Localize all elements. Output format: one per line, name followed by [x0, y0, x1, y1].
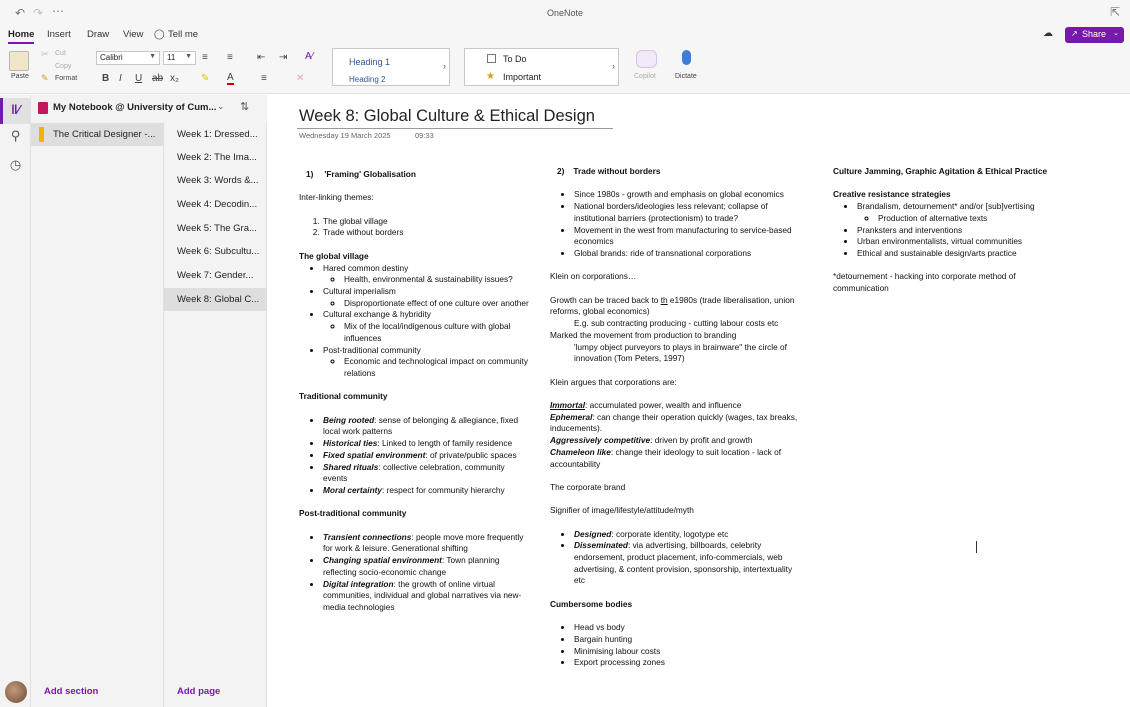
more-options-icon[interactable]: ⋯ [52, 4, 64, 18]
list-item: ◦ Disproportionate effect of one culture over another [343, 298, 531, 310]
page-item[interactable]: Week 1: Dressed... [177, 129, 258, 140]
list-item: Hared common destiny [323, 262, 409, 273]
paragraph: Signifier of image/lifestyle/attitude/myth [550, 505, 694, 516]
list-item: • National borders/ideologies less relevant; collapse of institutional barriers (protectionism) to trade? [573, 201, 800, 224]
term: Changing spatial environment [323, 555, 442, 566]
definition: : sense of belonging & allegiance, fixed local work patterns [323, 414, 519, 437]
subheading: The global village [299, 250, 369, 261]
list-item: • Ethical and sustainable design/arts practice [856, 248, 1073, 260]
definition: : collective celebration, community events [323, 461, 505, 484]
paragraph [550, 295, 800, 318]
chevron-down-icon: ⌄ [1113, 30, 1119, 37]
definition: : driven by profit and growth [650, 435, 753, 446]
checkbox-icon [487, 54, 496, 63]
list-item: Post-traditional community [323, 344, 421, 355]
tags-gallery[interactable] [464, 48, 619, 86]
font-size-value: 11 [167, 53, 176, 62]
page-item[interactable]: Week 2: The Ima... [177, 152, 257, 163]
notebook-icon [38, 102, 48, 114]
share-button[interactable] [1065, 27, 1124, 43]
notebook-name[interactable]: My Notebook @ University of Cum... [53, 102, 217, 113]
definition: : Linked to length of family residence [377, 438, 513, 449]
copy-button[interactable]: Copy [55, 63, 72, 70]
definition: : of private/public spaces [425, 449, 517, 460]
scissors-icon: ✂ [41, 49, 49, 59]
list-item: ◦ Economic and technological impact on community relations [343, 356, 531, 379]
text-span: th [660, 294, 668, 305]
style-heading-1[interactable]: Heading 1 [349, 57, 391, 67]
list-item: • Minimising labour costs [573, 646, 800, 658]
page-item[interactable]: Week 6: Subcultu... [177, 246, 260, 257]
subheading: Creative resistance strategies [833, 189, 951, 200]
paragraph: E.g. sub contracting producing - cutting labour costs etc [574, 318, 779, 329]
share-icon: ↗ [1071, 29, 1078, 38]
note-column-1[interactable] [299, 169, 531, 614]
tab-draw[interactable]: Draw [87, 29, 110, 40]
decrease-indent-icon[interactable]: ⇤ [257, 52, 266, 63]
term: Disseminated [574, 540, 628, 551]
left-nav [0, 95, 31, 707]
list-item: Cultural imperialism [323, 285, 396, 296]
page-canvas[interactable] [268, 95, 1130, 707]
text-span: Growth can be traced back to [550, 294, 661, 305]
definition: : Town planning reflecting socio-economic change [323, 555, 500, 577]
term: Shared rituals [323, 461, 379, 472]
style-heading-2[interactable]: Heading 2 [349, 75, 386, 84]
section-label: The Critical Designer -... [53, 129, 156, 140]
definition: : change their ideology to suit location - lack of accountability [550, 446, 782, 469]
brush-icon: ✎ [41, 73, 49, 83]
paragraph: Marked the movement from production to branding [550, 329, 737, 340]
dictate-button[interactable]: Dictate [675, 73, 697, 80]
tag-important[interactable]: Important [503, 72, 542, 82]
paragraph: *detournement - hacking into corporate method of communication [833, 271, 1016, 293]
paste-button[interactable]: Paste [11, 73, 29, 80]
chevron-down-icon[interactable]: ⌄ [217, 101, 225, 111]
tab-home[interactable]: Home [8, 29, 35, 40]
highlighter-icon[interactable]: ✎ [201, 73, 210, 84]
undo-icon[interactable]: ↶ [15, 6, 26, 20]
heading-number: 2) [557, 166, 565, 176]
list-item: • Since 1980s - growth and emphasis on global economics [573, 189, 800, 201]
increase-indent-icon[interactable]: ⇥ [279, 52, 288, 63]
text-span: e1980s (trade liberalisation, union reforms, global economics) [550, 294, 795, 317]
definition: : can change their operation quickly (wages, tax breaks, inducements). [550, 411, 798, 434]
tell-me[interactable]: Tell me [168, 29, 199, 40]
cut-button[interactable]: Cut [55, 50, 66, 57]
paragraph: 'lumpy object purveyors to plays in brainware" the circle of innovation (Tom Peters, 1997) [574, 341, 787, 364]
subscript-icon[interactable]: x₂ [170, 73, 179, 84]
definition: : via advertising, billboards, celebrity endorsement, product placement, info-commercials, web advertising, & content provision, sponsorship, intertextuality etc [574, 540, 793, 586]
page-item-selected[interactable]: Week 8: Global C... [164, 288, 267, 311]
sort-icon[interactable]: ⇅ [240, 101, 250, 113]
add-page-button[interactable]: Add page [177, 686, 221, 697]
app-title: OneNote [546, 8, 584, 18]
share-label: Share [1082, 29, 1107, 39]
list-item: • Movement in the west from manufacturing to service-based economics [573, 225, 800, 248]
chevron-right-icon[interactable]: › [443, 61, 446, 71]
copilot-icon[interactable] [636, 50, 657, 68]
paragraph: Klein argues that corporations are: [550, 376, 677, 387]
term: Transient connections [323, 531, 412, 542]
subheading: Post-traditional community [299, 508, 407, 519]
definition: : the growth of online virtual communities, individual and global narratives via new-media technologies [323, 578, 522, 612]
styles-gallery[interactable] [332, 48, 450, 86]
note-column-2[interactable] [550, 166, 800, 669]
term: Chameleon like [550, 446, 611, 457]
term: Ephemeral [550, 411, 593, 422]
align-icon[interactable]: ≡ [261, 73, 267, 84]
page-item[interactable]: Week 7: Gender... [177, 270, 254, 281]
definition: : corporate identity, logotype etc [611, 528, 729, 539]
microphone-icon[interactable] [682, 50, 691, 65]
font-size-select[interactable] [163, 51, 196, 65]
list-item: 2. Trade without borders [322, 227, 531, 239]
page-item[interactable]: Week 3: Words &... [177, 175, 259, 186]
delete-icon[interactable]: ✕ [296, 73, 305, 84]
paragraph: The corporate brand [550, 481, 626, 492]
section-heading: 'Framing' Globalisation [324, 169, 416, 179]
list-item: • Bargain hunting [573, 634, 800, 646]
term: Historical ties [323, 438, 378, 449]
chevron-down-icon: ▼ [185, 53, 192, 60]
font-name-value: Calibri [100, 53, 123, 62]
clear-formatting-icon[interactable]: A∕ [305, 51, 314, 62]
list-item: Cultural exchange & hybridity [323, 309, 431, 320]
text-cursor [976, 541, 977, 553]
bold-button[interactable]: B [102, 73, 110, 84]
heading-number: 1) [306, 169, 314, 179]
subheading: Cumbersome bodies [550, 598, 633, 609]
strikethrough-icon[interactable]: ab [152, 73, 164, 84]
add-section-button[interactable]: Add section [44, 686, 99, 697]
list-item: • Urban environmentalists, virtual communities [856, 236, 1073, 248]
term: Immortal [550, 399, 586, 410]
font-name-select[interactable] [96, 51, 160, 65]
subheading: Traditional community [299, 391, 388, 402]
list-item: • Global brands: ride of transnational corporations [573, 248, 800, 260]
term: Digital integration [323, 578, 394, 589]
definition: : accumulated power, wealth and influence [585, 399, 742, 410]
redo-icon[interactable]: ↷ [33, 6, 44, 20]
format-painter-button[interactable]: Format [55, 75, 78, 82]
fullscreen-icon[interactable]: ⇱ [1110, 5, 1121, 19]
term: Fixed spatial environment [323, 449, 426, 460]
recent-icon[interactable]: ◷ [9, 157, 22, 172]
avatar[interactable] [5, 681, 27, 703]
section-heading: Trade without borders [573, 166, 661, 176]
page-time: 09:33 [415, 131, 434, 140]
italic-button[interactable]: I [119, 73, 122, 84]
page-title[interactable]: Week 8: Global Culture & Ethical Design [299, 107, 595, 125]
paragraph: Klein on corporations… [550, 271, 637, 282]
search-icon[interactable]: ⚲ [10, 128, 21, 143]
notebooks-icon[interactable]: ‖⁄ [11, 102, 20, 117]
tab-insert[interactable]: Insert [47, 29, 71, 40]
term: Aggressively competitive [550, 435, 651, 446]
menu-bar [0, 26, 1130, 46]
list-item: Brandalism, detournement* and/or [sub]vertising [857, 201, 1035, 212]
notebook-header[interactable] [31, 95, 267, 122]
list-item: ◦ Production of alternative texts [877, 213, 1073, 225]
definition: : respect for community hierarchy [382, 484, 505, 495]
tab-view[interactable]: View [123, 29, 144, 40]
term: Being rooted [323, 414, 375, 425]
section-color-tab [39, 127, 44, 142]
section-item[interactable] [31, 123, 164, 146]
copilot-button[interactable]: Copilot [634, 73, 656, 80]
page-list [164, 122, 267, 707]
tag-to-do[interactable]: To Do [503, 54, 527, 64]
title-bar [0, 0, 1130, 26]
section-list [31, 122, 164, 707]
list-item: • Export processing zones [573, 657, 800, 669]
list-item: 1. The global village [322, 216, 531, 228]
bullet-list-icon[interactable]: ≡ [202, 52, 208, 63]
star-icon: ★ [486, 71, 495, 82]
page-date: Wednesday 19 March 2025 [299, 131, 391, 140]
term: Moral certainty [323, 484, 383, 495]
underline-button[interactable]: U [135, 73, 143, 84]
section-heading: Culture Jamming, Graphic Agitation & Ethical Practice [833, 166, 1048, 176]
page-item[interactable]: Week 5: The Gra... [177, 223, 257, 234]
definition: : people move more frequently for work & leisure. Generational shifting [323, 531, 524, 554]
lightbulb-icon: ◯ [154, 29, 165, 40]
comment-icon[interactable]: ☁ [1043, 28, 1053, 39]
chevron-right-icon[interactable]: › [612, 61, 615, 71]
font-color-icon[interactable]: A [227, 72, 234, 83]
list-item: • Pranksters and interventions [856, 225, 1073, 237]
page-item[interactable]: Week 4: Decodin... [177, 199, 258, 210]
list-item: • Head vs body [573, 622, 800, 634]
list-item: ◦ Health, environmental & sustainability issues? [343, 274, 531, 286]
clipboard-icon[interactable] [9, 51, 29, 71]
numbered-list-icon[interactable]: ≡ [227, 52, 233, 63]
title-divider [297, 128, 613, 129]
paragraph: Inter-linking themes: [299, 192, 374, 203]
term: Designed [574, 528, 612, 539]
list-item: ◦ Mix of the local/indigenous culture with global influences [343, 321, 531, 344]
note-column-3[interactable] [833, 166, 1073, 295]
chevron-down-icon: ▼ [149, 53, 156, 60]
